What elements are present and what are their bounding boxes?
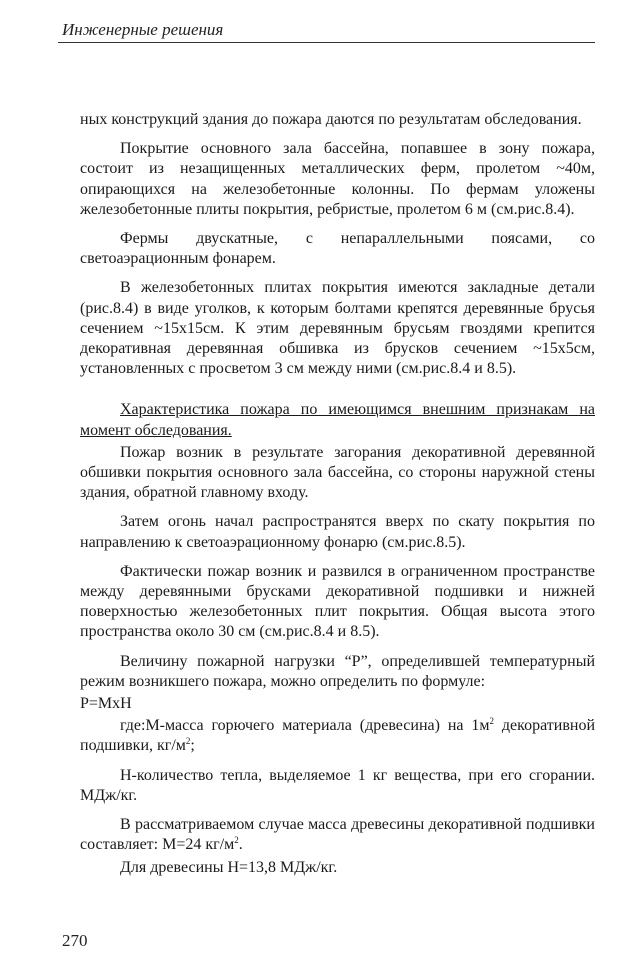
- mass-value-end: .: [238, 836, 243, 854]
- paragraph-fire-space: Фактически пожар возник и развился в ограниченном пространстве между деревянными брусками декоративной подшивки и нижней поверхностью железобетонных плит покрытия. Общая высота этого пространства около 30 см (см.рис.8.4 и 8.5).: [80, 562, 595, 641]
- superscript-2: 2: [185, 736, 191, 747]
- header-rule: [58, 42, 595, 43]
- mass-definition-end: ;: [190, 737, 195, 755]
- page-body: [80, 110, 595, 887]
- formula-text: Р=МхН: [80, 695, 132, 713]
- page-number: 270: [62, 931, 88, 950]
- running-header: Инженерные решения: [62, 20, 224, 39]
- formula: [80, 694, 595, 714]
- paragraph-roof-structure: Покрытие основного зала бассейна, попавшее в зону пожара, состоит из незащищенных металлических ферм, пролетом ~40м, опирающихся на железобетонные колонны. По фермам уложены железобетонные плиты покрытия, ребристые, пролетом 6 м (см.рис.8.4).: [80, 140, 595, 218]
- paragraph-heat-definition: Н-количество тепла, выделяемое 1 кг вещества, при его сгорании. МДж/кг.: [80, 766, 595, 804]
- paragraph-mass-value: [80, 815, 595, 855]
- superscript-3: 2: [234, 835, 239, 846]
- paragraph-embedded-parts: В железобетонных плитах покрытия имеются закладные детали (рис.8.4) в виде уголков, к которым болтами крепятся деревянные брусья сечением ~15x15см. К этим деревянным брусьям гвоздями крепится декоративная деревянная обшивка из брусков сечением ~15x5см, установленных с просветом 3 см между ними (см.рис.8.4 и 8.5).: [80, 279, 595, 378]
- paragraph-mass-definition: [80, 716, 595, 756]
- mass-definition-part2: декоративной подшивки, кг/м: [80, 717, 596, 755]
- mass-value-text: В рассматриваемом случае масса древесины декоративной подшивки составляет: М=24 кг/м: [80, 816, 595, 854]
- paragraph-fire-load: Величину пожарной нагрузки “Р”, определившей температурный режим возникшего пожара, можно определить по формуле:: [80, 652, 595, 690]
- paragraph-fire-origin: Пожар возник в результате загорания декоративной деревянной обшивки покрытия основного зала бассейна, со стороны наружной стены здания, обратной главному входу.: [80, 443, 595, 502]
- section-heading: Характеристика пожара по имеющимся внешним признакам на момент обследования.: [80, 401, 595, 439]
- paragraph-wood-heat: Для древесины Н=13,8 МДж/кг.: [120, 858, 338, 876]
- paragraph-continuation: ных конструкций здания до пожара даются по результатам обследования.: [80, 111, 582, 128]
- paragraph-fire-spread: Затем огонь начал распространятся вверх по скату покрытия по направлению к светоаэрационному фонарю (см.рис.8.5).: [80, 513, 595, 551]
- superscript-1: 2: [489, 716, 494, 727]
- paragraph-trusses: Фермы двускатные, с непараллельными поясами, со светоаэрационным фонарем.: [80, 230, 595, 268]
- mass-definition-part1: где:М-масса горючего материала (древесина) на 1м: [120, 717, 490, 735]
